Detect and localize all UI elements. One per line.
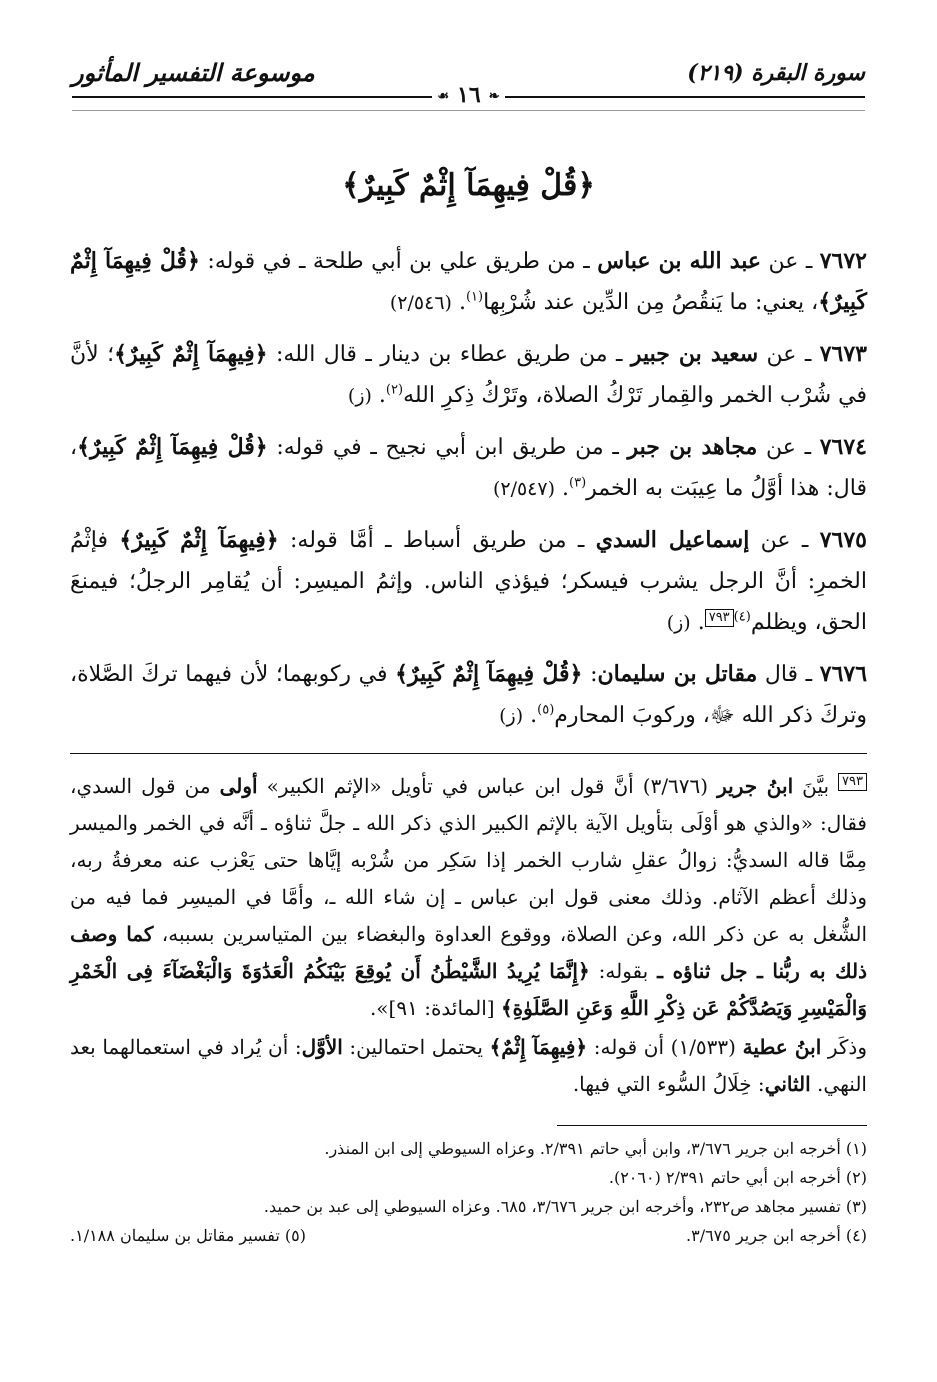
entry-number: ٧٦٧٤ xyxy=(819,434,867,460)
entry-7675 xyxy=(70,520,867,644)
narrator-name: مجاهد بن جبر xyxy=(627,434,758,460)
commentary-paragraph-1 xyxy=(70,768,867,1027)
commentary-paragraph-2 xyxy=(70,1029,867,1103)
footnote-3: (٣) تفسير مجاهد ص٢٣٢، وأخرجه ابن جرير ٣/٦٧٦، ٦٨٥. وعزاه السيوطي إلى عبد بن حميد. xyxy=(263,1197,867,1216)
entry-7672 xyxy=(70,241,867,324)
entry-text: . xyxy=(523,703,538,728)
entry-text: ـ من طريق ابن أبي نجيح ـ في قوله: xyxy=(267,435,628,460)
footnote-2: (٢) أخرجه ابن أبي حاتم ٢/٣٩١ (٢٠٦٠). xyxy=(608,1168,867,1187)
footnote-marker[interactable]: (٤) xyxy=(733,609,751,625)
entry-text: ـ عن xyxy=(761,249,820,274)
section-divider xyxy=(70,753,867,754)
page-number: ١٦ xyxy=(457,82,481,108)
entry-text: . xyxy=(371,383,386,408)
footnote-marker[interactable]: (١) xyxy=(465,289,484,305)
commentary-ref-box[interactable]: ٧٩٣ xyxy=(705,609,734,627)
header-divider xyxy=(72,110,865,111)
ornament-icon: ❧ xyxy=(488,88,500,104)
narrator-name: إسماعيل السدي xyxy=(595,527,750,553)
quran-quote: ﴿فِيهِمَآ إِثْمٌ كَبِيرٌ﴾ xyxy=(119,527,279,553)
commentary-text: : أن يُراد في استعمالهما بعد النهي. xyxy=(70,1035,867,1096)
entry-text: ـ عن xyxy=(749,528,820,553)
entry-number: ٧٦٧٢ xyxy=(819,248,867,274)
footnote-marker[interactable]: (٣) xyxy=(569,475,587,491)
entry-text: ـ من طريق عطاء بن دينار ـ قال الله: xyxy=(267,342,631,367)
narrator-name: مقاتل بن سليمان xyxy=(597,661,758,687)
commentary-box-label: ٧٩٣ xyxy=(838,773,867,791)
quran-quote: ﴿قُلْ فِيهِمَآ إِثْمٌ كَبِيرٌ﴾ xyxy=(70,248,867,315)
commentary-text: وذكَر xyxy=(821,1035,867,1059)
footnote-5: (٥) تفسير مقاتل بن سليمان ١/١٨٨. xyxy=(70,1226,306,1245)
entry-7673 xyxy=(70,334,867,417)
narrator-name: سعيد بن جبير xyxy=(630,341,759,367)
entry-text: . xyxy=(690,610,705,635)
entry-text: ـ عن xyxy=(758,342,820,367)
footnote-rule xyxy=(557,1125,867,1126)
entry-number: ٧٦٧٥ xyxy=(819,527,867,553)
commentary-emphasis: الثاني xyxy=(764,1072,811,1096)
entry-number: ٧٦٧٦ xyxy=(819,661,868,687)
scholar-name: ابنُ جرير xyxy=(717,774,794,798)
entry-text: ـ من طريق علي بن أبي طلحة ـ في قوله: xyxy=(199,249,598,274)
entry-7674 xyxy=(70,427,867,510)
commentary-text: من قول السدي، فقال: «والذي هو أوْلَى بتأويل الآية بالإثم الكبير الذي ذكر الله ـ جلَّ ثناؤه ـ أنَّه في الخمر والميسر مِمَّا قاله السديُّ: زوالُ عقلِ شارب الخمر إذا سَكِر من شُرْبه إيَّاها حتى يَعْزب عنه معرفةُ ربه، وذلك أعظم الآثام. وذلك معنى قول ابن عباس ـ إن شاء الله ـ، وأمَّا في الميسِر فما فيه من الشُّغل به عن ذكر الله، وعن الصلاة، ووقوع العداوة والبغضاء بين المتياسرين بسببه، xyxy=(70,774,868,946)
footnote-1: (١) أخرجه ابن جرير ٣/٦٧٦، وابن أبي حاتم ٢/٣٩١. وعزاه السيوطي إلى ابن المنذر. xyxy=(324,1139,867,1158)
volume-ref: (ز) xyxy=(347,385,372,407)
quran-quote: ﴿قُلْ فِيهِمَآ إِثْمٌ كَبِيرٌ﴾ xyxy=(395,661,583,687)
commentary-text: بيَّنَ xyxy=(793,774,839,798)
surah-label: سورة البقرة (٢١٩) xyxy=(687,60,865,86)
entry-number: ٧٦٧٣ xyxy=(819,341,867,367)
page-number-wrap xyxy=(72,82,865,108)
footnote-row xyxy=(70,1221,867,1250)
commentary-text: (٣/٦٧٦) أنَّ قول ابن عباس في تأويل «الإثم الكبير» xyxy=(257,774,718,798)
commentary-text: بقوله: xyxy=(589,959,658,983)
commentary-emphasis: أولى xyxy=(219,774,258,798)
volume-ref: (ز) xyxy=(666,612,691,634)
entry-text: ـ قال xyxy=(757,662,820,687)
footnote-marker[interactable]: (٥) xyxy=(537,702,555,718)
entry-text: . xyxy=(451,290,466,315)
entry-text: ، قال: هذا أوَّلُ ما عِيبَت به الخمر xyxy=(70,435,867,501)
entry-text: ، يعني: ما يَنقُصُ مِن الدِّين عند شُرْبِها xyxy=(483,290,819,315)
narrator-name: عبد الله بن عباس xyxy=(597,248,762,274)
page-header xyxy=(72,52,865,114)
ornament-icon: ☙ xyxy=(437,88,450,104)
quran-quote: ﴿فِيهِمَآ إِثْمٌ﴾ xyxy=(489,1035,588,1059)
entry-text: ؛ لأنَّ في شُرْب الخمر والقِمار تَرْكُ الصلاة، وتَرْكُ ذِكرِ الله xyxy=(70,342,867,408)
scholar-name: ابنُ عطية xyxy=(742,1035,822,1059)
quran-quote: ﴿قُلْ فِيهِمَآ إِثْمٌ كَبِيرٌ﴾ xyxy=(77,434,268,460)
entry-text: . xyxy=(555,476,570,501)
commentary-text: (١/٥٣٣) أن قوله: xyxy=(587,1035,743,1059)
footnote-marker[interactable]: (٢) xyxy=(385,382,404,398)
commentary-emphasis: كما وصف ذلك به ربُّنا ـ جل ثناؤه ـ xyxy=(70,922,867,983)
entry-text: ـ عن xyxy=(757,435,820,460)
commentary-text: يحتمل احتمالين: xyxy=(342,1035,490,1059)
commentary-text: [المائدة: ٩١]». xyxy=(369,996,501,1020)
quran-quote: ﴿إِنَّمَا يُرِيدُ الشَّيْطَٰنُ أَن يُوقِعَ بَيْنَكُمُ الْعَدَٰوَةَ وَالْبَغْضَآءَ فِى الْخَمْرِ وَالْمَيْسِرِ وَيَصُدَّكُمْ عَن ذِكْرِ اللَّهِ وَعَنِ الصَّلَوٰةِ﴾ xyxy=(70,959,867,1020)
commentary-emphasis: الأوَّل xyxy=(301,1035,343,1059)
volume-ref: (٢/٥٤٧) xyxy=(492,478,556,500)
verse-title: ﴿قُلْ فِيهِمَآ إِثْمٌ كَبِيرٌ﴾ xyxy=(342,168,595,203)
entry-7676 xyxy=(70,654,867,737)
footnote-4: (٤) أخرجه ابن جرير ٣/٦٧٥. xyxy=(686,1226,867,1245)
entry-text: : xyxy=(582,662,598,687)
book-title: موسوعة التفسير المأثور xyxy=(72,58,315,87)
volume-ref: (ز) xyxy=(499,705,524,727)
entry-text: في ركوبهما؛ لأن فيهما تركَ الصَّلاة، وتركَ ذكر الله ﷻ، وركوبَ المحارم xyxy=(70,662,867,728)
volume-ref: (٢/٥٤٦) xyxy=(389,292,452,314)
commentary-text: : خِلَالُ السُّوء التي فيها. xyxy=(572,1072,765,1096)
entry-text: ـ من طريق أسباط ـ أمَّا قوله: xyxy=(278,528,596,553)
entry-text: فإثْمُ الخمرِ: أنَّ الرجل يشرب فيسكر؛ فيؤذي الناس. وإثمُ الميسِر: أن يُقامِر الرجلُ؛ فيمنعَ الحق، ويظلم xyxy=(70,528,867,635)
quran-quote: ﴿فِيهِمَآ إِثْمٌ كَبِيرٌ﴾ xyxy=(114,341,268,367)
page-body xyxy=(70,160,867,1250)
